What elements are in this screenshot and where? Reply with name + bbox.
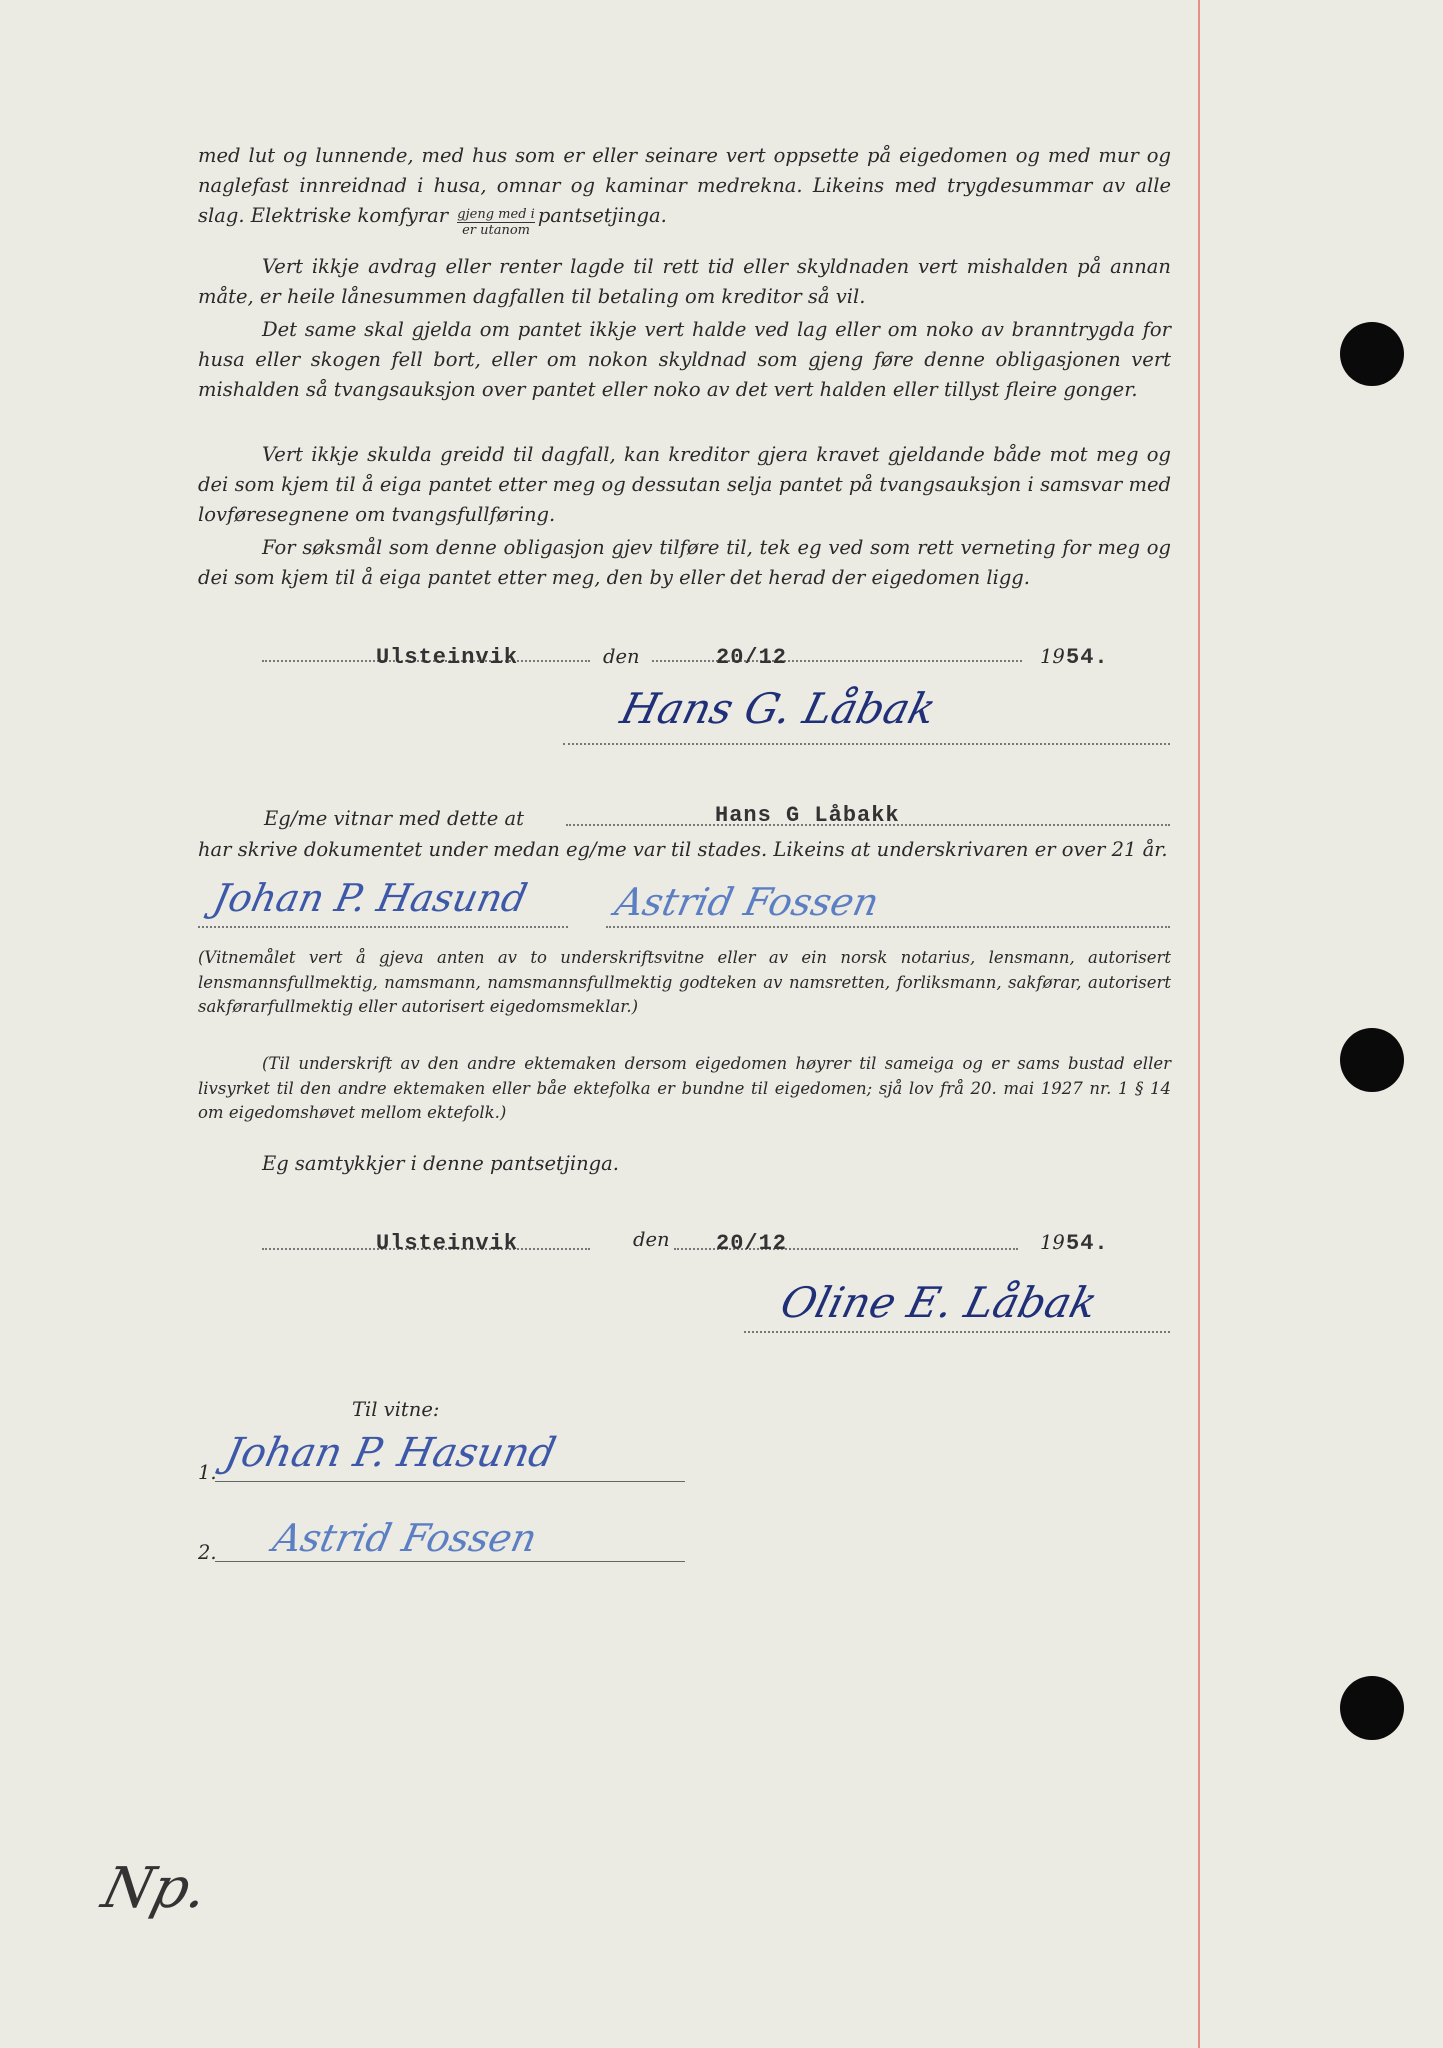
date-line-2-date: 20/12 <box>716 1231 788 1256</box>
note-spouse: (Til underskrift av den andre ektemaken dersom eigedomen høyrer til sameiga og er sams bustad eller livsyrket til den andre ektemaken eller båe ektefolka er bundne til eigedomen; sjå lov frå 20. mai 1927 nr. 1 § 14 om eigedomshøvet mellom ektefolk.) <box>198 1054 1171 1122</box>
date-line-2-year-prefix: 19 <box>1040 1231 1065 1254</box>
signature-2-rule <box>744 1331 1170 1333</box>
punch-hole-top <box>1340 322 1404 386</box>
signature-oline: Oline E. Låbak <box>775 1278 1103 1327</box>
paragraph-1-end: pantsetjinga. <box>537 204 667 227</box>
til-vitne-heading: Til vitne: <box>352 1398 440 1421</box>
til-vitne-signature-2: Astrid Fossen <box>269 1516 541 1560</box>
til-vitne-rule-1 <box>215 1481 685 1482</box>
til-vitne-signature-1: Johan P. Hasund <box>221 1430 560 1476</box>
til-vitne-number-2: 2. <box>198 1541 217 1564</box>
punch-hole-bottom <box>1340 1676 1404 1740</box>
margin-initial: Np. <box>95 1856 215 1921</box>
date-line-1-place: Ulsteinvik <box>376 645 519 670</box>
paragraph-1-text: med lut og lunnende, med hus som er eller seinare vert oppsette på eigedomen og med mur og naglefast innreidnad i husa, omnar og kaminar medrekna. Likeins med trygdesummar av alle slag. Elektriske komfyrar <box>198 144 1171 227</box>
witness-signature-1: Johan P. Hasund <box>209 876 532 920</box>
option-top: gjeng med i <box>457 207 535 222</box>
option-stack <box>457 207 535 238</box>
date-line-1-den: den <box>603 645 640 668</box>
signature-hans: Hans G. Låbak <box>615 684 941 733</box>
date-line-1-year-suffix: 54. <box>1066 645 1109 670</box>
consent-text: Eg samtykkjer i denne pantsetjinga. <box>262 1152 619 1175</box>
paragraph-2: Vert ikkje avdrag eller renter lagde til rett tid eller skyldnaden vert mishalden på annan måte, er heile lånesummen dagfallen til betaling om kreditor så vil. <box>198 255 1171 308</box>
til-vitne-rule-2 <box>215 1561 685 1562</box>
date-line-2-year-suffix: 54. <box>1066 1231 1109 1256</box>
witness-continuation: har skrive dokumentet under medan eg/me var til stades. Likeins at underskrivaren er over 21 år. <box>198 838 1168 861</box>
witness-name: Hans G Låbakk <box>715 803 900 828</box>
margin-line <box>1198 0 1200 2048</box>
paragraph-5: For søksmål som denne obligasjon gjev tilføre til, tek eg ved som rett verneting for meg og dei som kjem til å eiga pantet etter meg, den by eller det herad der eigedomen ligg. <box>198 536 1171 589</box>
signature-1-rule <box>563 743 1170 745</box>
witness-signature-2-rule <box>606 926 1170 928</box>
date-line-1-date: 20/12 <box>716 645 788 670</box>
punch-hole-middle <box>1340 1028 1404 1092</box>
option-bottom: er utanom <box>462 223 531 238</box>
witness-signature-1-rule <box>198 926 568 928</box>
date-line-2-place: Ulsteinvik <box>376 1231 519 1256</box>
paragraph-3: Det same skal gjelda om pantet ikkje vert halde ved lag eller om noko av branntrygda for husa eller skogen fell bort, eller om nokon skyldnad som gjeng føre denne obligasjonen vert mishalden så tvangsauksjon over pantet eller noko av det vert halden eller tillyst fleire gonger. <box>198 318 1171 401</box>
witness-signature-2: Astrid Fossen <box>611 880 883 924</box>
paragraph-4: Vert ikkje skulda greidd til dagfall, kan kreditor gjera kravet gjeldande både mot meg og dei som kjem til å eiga pantet etter meg og dessutan selja pantet på tvangsauksjon i samsvar med lovføresegnene om tvangsfullføring. <box>198 443 1171 526</box>
witness-lead: Eg/me vitnar med dette at <box>264 807 524 830</box>
date-line-1-date-rule <box>652 660 1022 662</box>
paragraph-1 <box>198 141 1171 238</box>
til-vitne-number-1: 1. <box>198 1461 217 1484</box>
date-line-2-den: den <box>633 1228 670 1251</box>
date-line-1-year-prefix: 19 <box>1040 645 1065 668</box>
note-witness: (Vitnemålet vert å gjeva anten av to underskriftsvitne eller av ein norsk notarius, lensmann, autorisert lensmannsfullmektig, namsmann, namsmannsfullmektig godteken av namsretten, forliksmann, sakførar, autorisert sakførarfullmektig eller autorisert eigedomsmeklar.) <box>198 948 1171 1016</box>
